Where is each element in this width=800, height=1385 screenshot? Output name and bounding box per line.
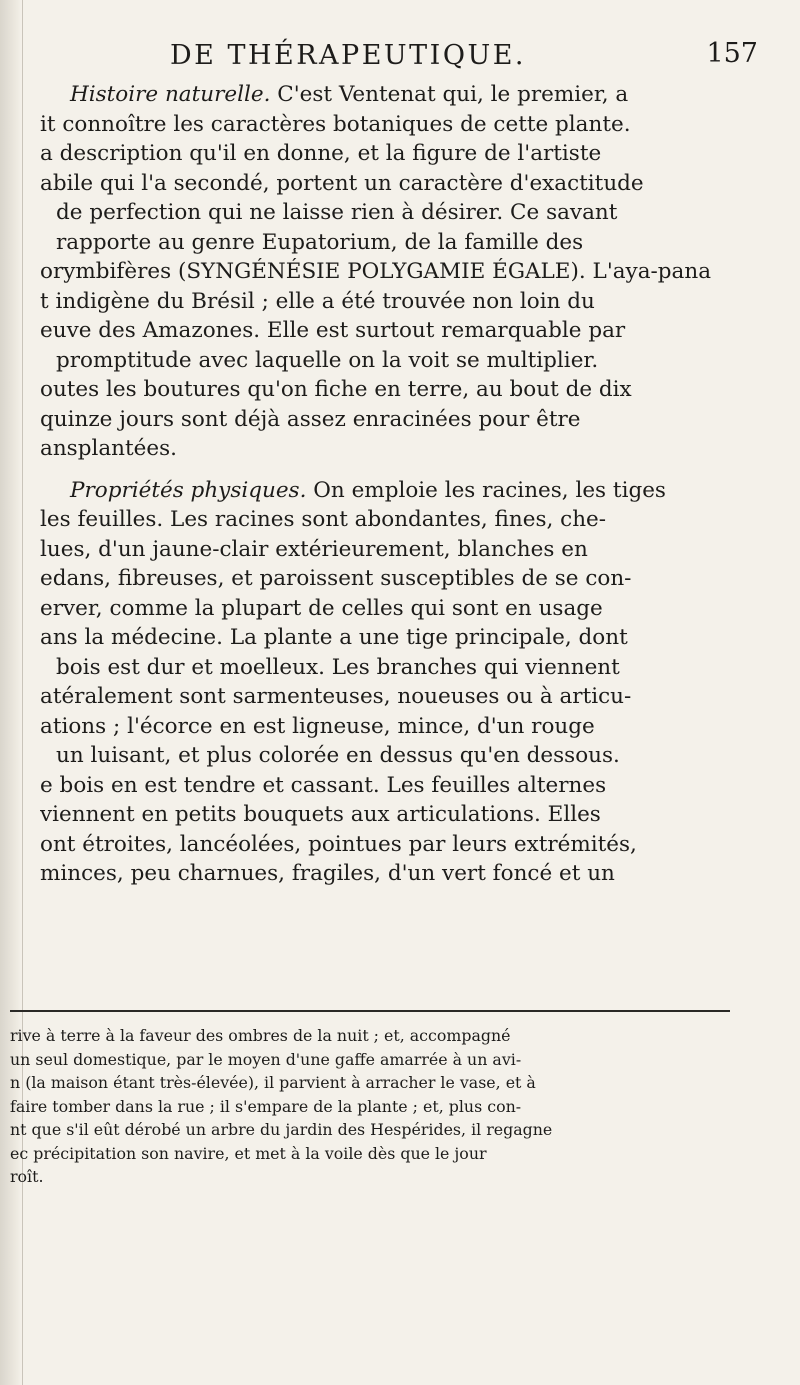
- text-line: ont étroites, lancéolées, pointues par leurs extrémités,: [40, 831, 637, 857]
- text-line: les feuilles. Les racines sont abondantes, fines, che-: [40, 507, 607, 532]
- text-line: viennent en petits bouquets aux articulations. Elles: [40, 802, 601, 827]
- body-text: [40, 80, 770, 889]
- text-line: it connoître les caractères botaniques de cette plante.: [40, 111, 631, 137]
- text-line: de perfection qui ne laisse rien à désirer. Ce savant: [56, 200, 618, 225]
- text-line: promptitude avec laquelle on la voit se multiplier.: [56, 347, 599, 373]
- text-line: orymbifères (SYNGÉNÉSIE POLYGAMIE ÉGALE). L'aya-pana: [40, 259, 712, 284]
- book-page: [40, 32, 770, 889]
- footnote-line: un seul domestique, par le moyen d'une gaffe amarrée à un avi-: [10, 1049, 522, 1069]
- page-number: 157: [706, 38, 758, 69]
- text-line: Histoire naturelle. C'est Ventenat qui, le premier, a: [70, 82, 629, 107]
- text-line: un luisant, et plus colorée en dessus qu'en dessous.: [56, 743, 620, 768]
- footnote-line: n (la maison étant très-élevée), il parvient à arracher le vase, et à: [10, 1073, 536, 1092]
- footnotes: [10, 1024, 730, 1189]
- text-line: outes les boutures qu'on fiche en terre, au bout de dix: [40, 377, 632, 402]
- text-line: euve des Amazones. Elle est surtout remarquable par: [40, 318, 626, 343]
- running-head: [40, 32, 770, 80]
- text-line: Propriétés physiques. On emploie les racines, les tiges: [70, 477, 666, 503]
- text-line: erver, comme la plupart de celles qui sont en usage: [40, 595, 603, 621]
- paragraph-gap: [40, 464, 770, 476]
- text-line: ansplantées.: [40, 436, 177, 461]
- text-line: edans, fibreuses, et paroissent susceptibles de se con-: [40, 566, 632, 591]
- footnote-line: rive à terre à la faveur des ombres de la nuit ; et, accompagné: [10, 1026, 511, 1045]
- footnote-line: faire tomber dans la rue ; il s'empare de la plante ; et, plus con-: [10, 1096, 522, 1116]
- section-heading: Histoire naturelle.: [70, 82, 271, 107]
- text-line: quinze jours sont déjà assez enracinées pour être: [40, 406, 581, 432]
- text-line: bois est dur et moelleux. Les branches qui viennent: [56, 654, 620, 680]
- text-line: a description qu'il en donne, et la figure de l'artiste: [40, 141, 602, 166]
- text-line: ans la médecine. La plante a une tige principale, dont: [40, 625, 628, 650]
- running-title: DE THÉRAPEUTIQUE.: [170, 40, 527, 71]
- text-line: atéralement sont sarmenteuses, noueuses ou à articu-: [40, 684, 632, 709]
- footnote-line: nt que s'il eût dérobé un arbre du jardin des Hespérides, il regagne: [10, 1120, 553, 1139]
- footnote-line: ec précipitation son navire, et met à la voile dès que le jour: [10, 1143, 487, 1163]
- text-line: e bois en est tendre et cassant. Les feuilles alternes: [40, 772, 607, 798]
- text-line: lues, d'un jaune-clair extérieurement, blanches en: [40, 536, 588, 562]
- section-heading: Propriétés physiques.: [70, 477, 307, 503]
- text-line: ations ; l'écorce en est ligneuse, mince, d'un rouge: [40, 713, 595, 739]
- text-line: minces, peu charnues, fragiles, d'un vert foncé et un: [40, 861, 615, 886]
- footnote-line: roît.: [10, 1167, 44, 1186]
- text-line: t indigène du Brésil ; elle a été trouvée non loin du: [40, 288, 595, 314]
- footnote-divider: [10, 1010, 730, 1012]
- text-line: abile qui l'a secondé, portent un caractère d'exactitude: [40, 170, 644, 196]
- text-line: rapporte au genre Eupatorium, de la famille des: [56, 229, 584, 255]
